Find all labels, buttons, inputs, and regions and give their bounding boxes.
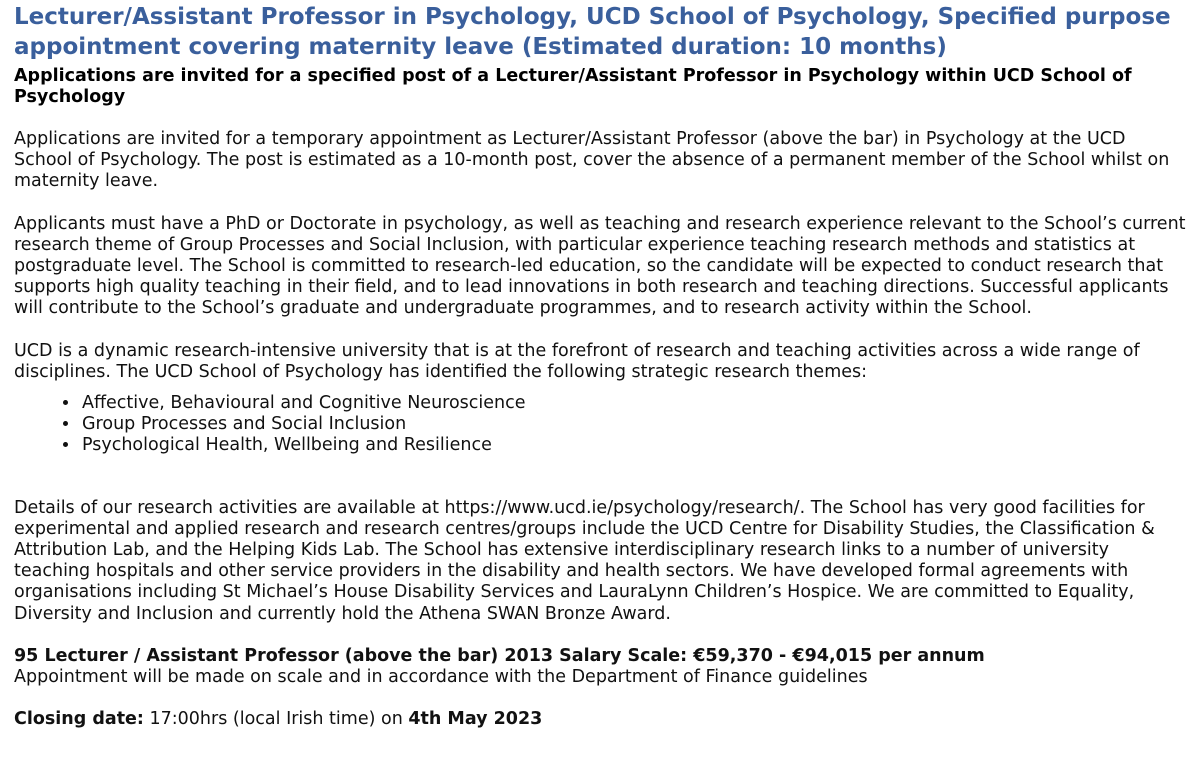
list-item: • Psychological Health, Wellbeing and Resilience — [80, 435, 1188, 456]
page-title: Lecturer/Assistant Professor in Psychology, UCD School of Psychology, Specified purpose appointment covering maternity leave (Estimated duration: 10 months) — [14, 4, 1171, 60]
university-paragraph: UCD is a dynamic research-intensive university that is at the forefront of research and teaching activities across a wide range of disciplines. The UCD School of Psychology has identified the following strategic research themes: — [14, 340, 1140, 382]
research-details-paragraph: Details of our research activities are available at https://www.ucd.ie/psychology/research/. The School has very good facilities for experimental and applied research and research centres/groups include the UCD Centre for Disability Studies, the Classification & Attribution Lab, and the Helping Kids Lab. The School has extensive interdisciplinary research links to a number of university teaching hospitals and other service providers in the disability and health sectors. We have developed formal agreements with organisations including St Michael’s House Disability Services and LauraLynn Children’s Hospice. We are committed to Equality, Diversity and Inclusion and currently hold the Athena SWAN Bronze Award. — [14, 497, 1155, 624]
closing-date — [14, 709, 1188, 730]
list-item: • Group Processes and Social Inclusion — [80, 414, 1188, 435]
subtitle: Applications are invited for a specified post of a Lecturer/Assistant Professor in Psychology within UCD School of Psychology — [14, 66, 1132, 107]
intro-paragraph: Applications are invited for a temporary appointment as Lecturer/Assistant Professor (above the bar) in Psychology at the UCD School of Psychology. The post is estimated as a 10-month post, cover the absence of a permanent member of the School whilst on maternity leave. — [14, 129, 1170, 192]
salary-scale: 95 Lecturer / Assistant Professor (above the bar) 2013 Salary Scale: €59,370 - €94,015 per annum — [14, 645, 985, 666]
closing-date-value: 4th May 2023 — [408, 709, 543, 730]
list-item: • Affective, Behavioural and Cognitive Neuroscience — [80, 393, 1188, 414]
closing-label: Closing date: — [14, 709, 144, 730]
closing-time: 17:00hrs (local Irish time) on — [143, 709, 409, 730]
salary-note: Appointment will be made on scale and in accordance with the Department of Finance guidelines — [14, 667, 868, 688]
salary-section — [14, 646, 1188, 688]
research-themes-list — [14, 393, 1188, 457]
requirements-paragraph: Applicants must have a PhD or Doctorate in psychology, as well as teaching and research experience relevant to the School’s current research theme of Group Processes and Social Inclusion, with particular experience teaching research methods and statistics at postgraduate level. The School is committed to research-led education, so the candidate will be expected to conduct research that supports high quality teaching in their field, and to lead innovations in both research and teaching directions. Successful applicants will contribute to the School’s graduate and undergraduate programmes, and to research activity within the School. — [14, 213, 1186, 319]
